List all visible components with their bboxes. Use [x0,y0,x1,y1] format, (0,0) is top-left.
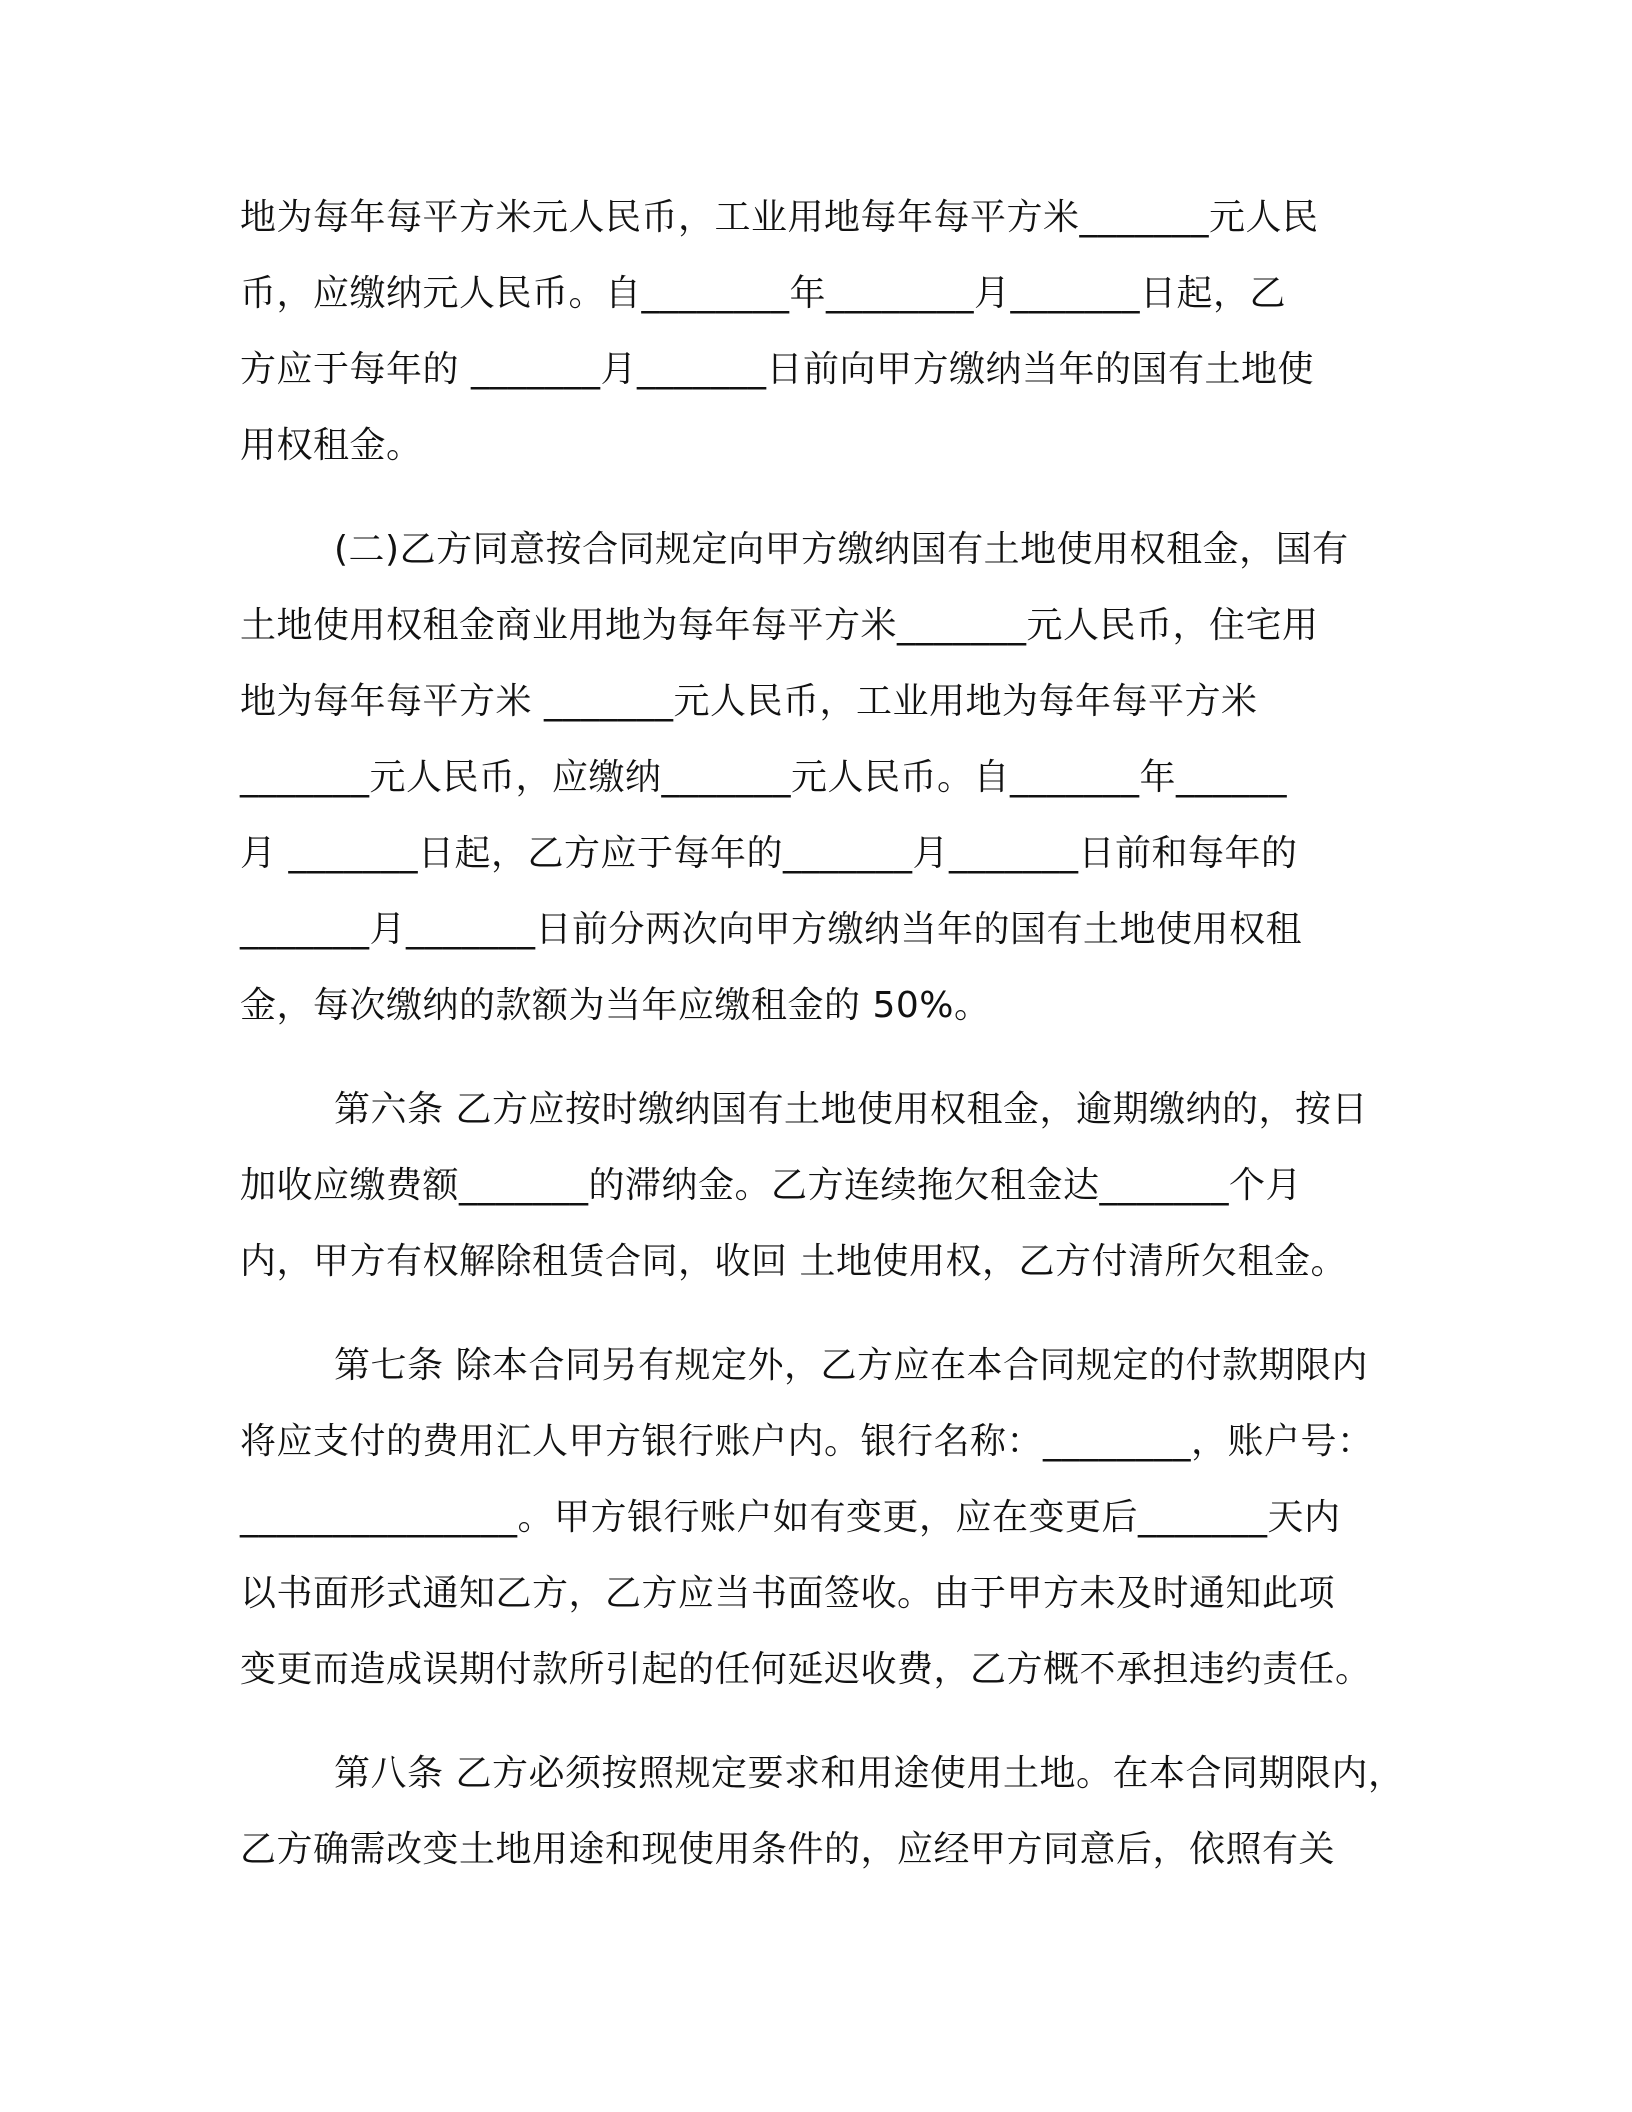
text-line: _______________。甲方银行账户如有变更，应在变更后_______天内 [240,1497,1341,1538]
text-line: 金，每次缴纳的款额为当年应缴租金的 50%。 [240,985,991,1026]
text-line: _______元人民币，应缴纳_______元人民币。自_______年______ [240,757,1288,798]
text-line: 土地使用权租金商业用地为每年每平方米_______元人民币，住宅用 [240,605,1319,646]
text-line: 变更而造成误期付款所引起的任何延迟收费，乙方概不承担违约责任。 [240,1649,1372,1690]
text-line: 第六条 乙方应按时缴纳国有土地使用权租金，逾期缴纳的，按日 [334,1089,1368,1130]
text-line: 币，应缴纳元人民币。自________年________月_______日起，乙 [240,273,1287,314]
text-line: _______月_______日前分两次向甲方缴纳当年的国有土地使用权租 [240,909,1303,950]
text-line: 用权租金。 [240,425,423,466]
text-line: 内，甲方有权解除租赁合同，收回 土地使用权，乙方付清所欠租金。 [240,1241,1347,1282]
text-line: 将应支付的费用汇人甲方银行账户内。银行名称：________，账户号： [240,1421,1374,1462]
text-line: 第八条 乙方必须按照规定要求和用途使用土地。在本合同期限内， [334,1753,1405,1794]
text-line: 第七条 除本合同另有规定外，乙方应在本合同规定的付款期限内 [334,1345,1368,1386]
text-line: 以书面形式通知乙方，乙方应当书面签收。由于甲方未及时通知此项 [240,1573,1336,1614]
text-line: (二)乙方同意按合同规定向甲方缴纳国有土地使用权租金，国有 [334,529,1349,570]
text-line: 地为每年每平方米元人民币，工业用地每年每平方米_______元人民 [240,197,1319,238]
text-line: 乙方确需改变土地用途和现使用条件的，应经甲方同意后，依照有关 [240,1829,1336,1870]
text-line: 地为每年每平方米 _______元人民币，工业用地为每年每平方米 [240,681,1258,722]
text-line: 加收应缴费额_______的滞纳金。乙方连续拖欠租金达_______个月 [240,1165,1303,1206]
text-line: 月 _______日起，乙方应于每年的_______月_______日前和每年的 [240,833,1298,874]
text-line: 方应于每年的 _______月_______日前向甲方缴纳当年的国有土地使 [240,349,1314,390]
